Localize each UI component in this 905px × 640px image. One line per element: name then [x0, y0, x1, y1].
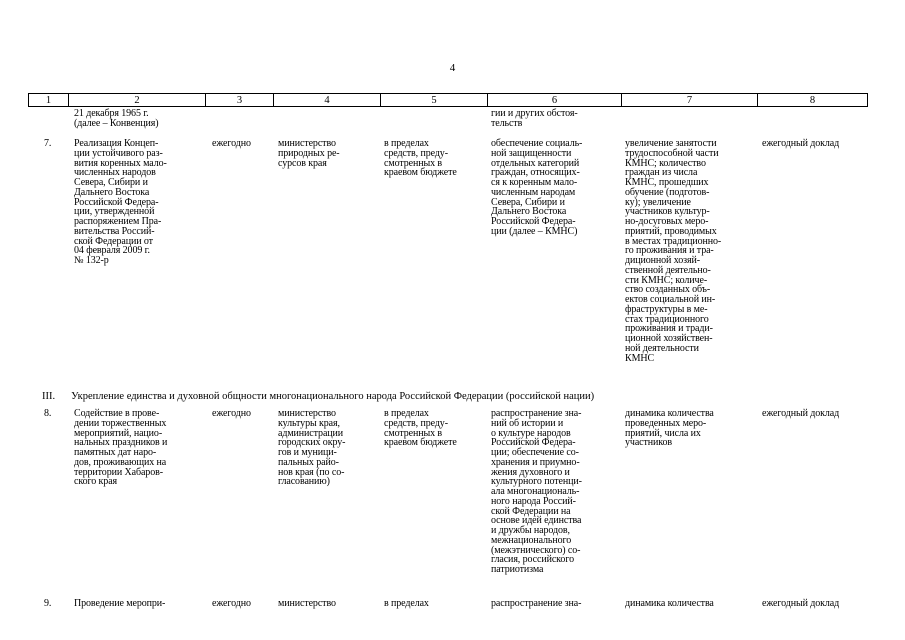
row-period: ежегодно — [212, 408, 251, 419]
header-col-4: 4 — [273, 93, 380, 107]
page-number: 4 — [449, 62, 456, 74]
header-col-8: 8 — [757, 93, 868, 107]
row-period: ежегодно — [212, 598, 251, 609]
row-indicator: увеличение занятости трудоспособной части КМНС; количество граждан из числа КМНС, прошедших обучение (подготов- ку); увеличение участников культур- но-досуговых меро- приятий, проводимых в местах традиционно- го проживания и тра- диционной хозяй- ственной деятельно- сти КМНС; количе- ство созданных объ- ектов социальной ин- фраструктуры в ме- стах традиционного проживания и тради- ционной хозяйствен- ной деятельности КМНС — [625, 138, 722, 364]
header-col-7: 7 — [621, 93, 757, 107]
continuation-measure: 21 декабря 1965 г. (далее – Конвенция) — [74, 108, 159, 129]
row-report: ежегодный доклад — [762, 138, 840, 149]
row-measure: Реализация Концеп- ции устойчивого раз- вития коренных мало- численных народов Севера, Сибири и Дальнего Востока Российской Федера- ции, утвержденной распоряжением Пра- вительства Россий- ской Федерации от 04 февраля 2009 г. № 132-р — [74, 138, 167, 266]
row-funding: в пределах — [384, 598, 429, 609]
row-executor: министерство природных ре- сурсов края — [278, 138, 340, 169]
section-title: Укрепление единства и духовной общности многонационального народа Российской Федерации (российской нации) — [71, 391, 595, 402]
row-report: ежегодный доклад — [762, 598, 840, 609]
header-col-3: 3 — [205, 93, 273, 107]
header-col-1: 1 — [28, 93, 68, 107]
row-executor: министерство культуры края, администрации городских окру- гов и муници- пальных райо- нов края (по со- гласованию) — [278, 408, 346, 488]
row-measure: Проведение меропри- — [74, 598, 166, 609]
header-col-5: 5 — [380, 93, 487, 107]
row-result: распространение зна- ний об истории и о культуре народов Российской Федера- ции; обеспечение со- хранения и приумно- жения духовного и культурного потенци- ала многонациональ- ного народа Россий- ской Федерации на основе идей единства и дружбы народов, межнационального (межэтнического) со- гласия, российского патриотизма — [491, 408, 582, 575]
row-indicator: динамика количества проведенных меро- приятий, числа их участников — [625, 408, 714, 449]
row-number: 7. — [44, 138, 52, 149]
row-number: 8. — [44, 408, 52, 419]
row-result: распространение зна- — [491, 598, 582, 609]
row-funding: в пределах средств, преду- смотренных в краевом бюджете — [384, 138, 457, 179]
row-measure: Содействие в прове- дении торжественных мероприятий, нацио- нальных праздников и памятных дат наро- дов, проживающих на территории Хабаров- ского края — [74, 408, 168, 488]
table-header — [28, 93, 868, 107]
header-col-2: 2 — [68, 93, 205, 107]
row-funding: в пределах средств, преду- смотренных в краевом бюджете — [384, 408, 457, 449]
row-report: ежегодный доклад — [762, 408, 840, 419]
row-number: 9. — [44, 598, 52, 609]
row-period: ежегодно — [212, 138, 251, 149]
section-number: III. — [42, 391, 56, 402]
header-col-6: 6 — [487, 93, 621, 107]
section-heading — [42, 391, 594, 403]
row-executor: министерство — [278, 598, 336, 609]
row-indicator: динамика количества — [625, 598, 714, 609]
row-result: обеспечение социаль- ной защищенности отдельных категорий граждан, относящих- ся к коренным мало- численным народам Севера, Сибири и Дальнего Востока Российской Федера- ции (далее – КМНС) — [491, 138, 583, 237]
continuation-result: гии и других обстоя- тельств — [491, 108, 578, 129]
